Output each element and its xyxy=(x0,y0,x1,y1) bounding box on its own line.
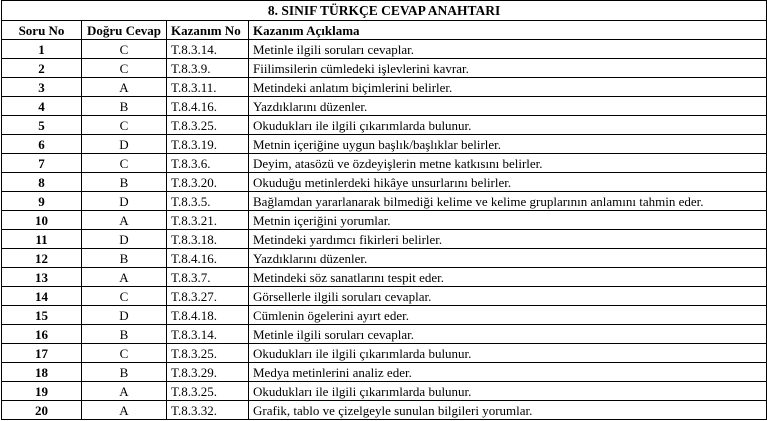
outcome-description-cell: Yazdıklarını düzenler. xyxy=(249,97,767,116)
header-correct-answer: Doğru Cevap xyxy=(82,21,167,40)
outcome-code-cell: T.8.3.25. xyxy=(167,382,249,401)
correct-answer-cell: C xyxy=(82,116,167,135)
question-number-cell: 15 xyxy=(2,306,82,325)
question-number-cell: 14 xyxy=(2,287,82,306)
outcome-code-cell: T.8.3.32. xyxy=(167,401,249,420)
outcome-description-cell: Medya metinlerini analiz eder. xyxy=(249,363,767,382)
outcome-description-cell: Okuduğu metinlerdeki hikâye unsurlarını belirler. xyxy=(249,173,767,192)
outcome-description-cell: Bağlamdan yararlanarak bilmediği kelime ve kelime gruplarının anlamını tahmin eder. xyxy=(249,192,767,211)
table-row xyxy=(2,306,767,325)
outcome-code-cell: T.8.3.9. xyxy=(167,59,249,78)
outcome-description-cell: Grafik, tablo ve çizelgeyle sunulan bilgileri yorumlar. xyxy=(249,401,767,420)
outcome-code-cell: T.8.3.20. xyxy=(167,173,249,192)
outcome-description-cell: Metindeki söz sanatlarını tespit eder. xyxy=(249,268,767,287)
outcome-description-cell: Deyim, atasözü ve özdeyişlerin metne katkısını belirler. xyxy=(249,154,767,173)
table-row xyxy=(2,268,767,287)
outcome-code-cell: T.8.4.16. xyxy=(167,97,249,116)
outcome-code-cell: T.8.3.19. xyxy=(167,135,249,154)
table-row xyxy=(2,40,767,59)
outcome-description-cell: Metinle ilgili soruları cevaplar. xyxy=(249,325,767,344)
outcome-code-cell: T.8.3.14. xyxy=(167,325,249,344)
table-row xyxy=(2,325,767,344)
correct-answer-cell: B xyxy=(82,363,167,382)
question-number-cell: 19 xyxy=(2,382,82,401)
correct-answer-cell: A xyxy=(82,382,167,401)
table-row xyxy=(2,78,767,97)
outcome-description-cell: Metindeki anlatım biçimlerini belirler. xyxy=(249,78,767,97)
correct-answer-cell: A xyxy=(82,268,167,287)
outcome-code-cell: T.8.3.5. xyxy=(167,192,249,211)
outcome-code-cell: T.8.3.25. xyxy=(167,344,249,363)
question-number-cell: 17 xyxy=(2,344,82,363)
outcome-description-cell: Metinle ilgili soruları cevaplar. xyxy=(249,40,767,59)
table-row xyxy=(2,230,767,249)
outcome-description-cell: Metnin içeriğini yorumlar. xyxy=(249,211,767,230)
header-outcome-description: Kazanım Açıklama xyxy=(249,21,767,40)
outcome-description-cell: Okudukları ile ilgili çıkarımlarda bulunur. xyxy=(249,344,767,363)
question-number-cell: 16 xyxy=(2,325,82,344)
outcome-code-cell: T.8.3.29. xyxy=(167,363,249,382)
correct-answer-cell: D xyxy=(82,135,167,154)
correct-answer-cell: D xyxy=(82,306,167,325)
correct-answer-cell: D xyxy=(82,230,167,249)
table-row xyxy=(2,173,767,192)
table-row xyxy=(2,287,767,306)
table-row xyxy=(2,97,767,116)
outcome-description-cell: Okudukları ile ilgili çıkarımlarda bulunur. xyxy=(249,116,767,135)
outcome-code-cell: T.8.3.18. xyxy=(167,230,249,249)
correct-answer-cell: C xyxy=(82,287,167,306)
outcome-description-cell: Metnin içeriğine uygun başlık/başlıklar belirler. xyxy=(249,135,767,154)
outcome-code-cell: T.8.3.6. xyxy=(167,154,249,173)
outcome-description-cell: Görsellerle ilgili soruları cevaplar. xyxy=(249,287,767,306)
table-title: 8. SINIF TÜRKÇE CEVAP ANAHTARI xyxy=(2,1,767,21)
outcome-description-cell: Cümlenin ögelerini ayırt eder. xyxy=(249,306,767,325)
question-number-cell: 7 xyxy=(2,154,82,173)
table-row xyxy=(2,59,767,78)
title-row xyxy=(2,1,767,21)
correct-answer-cell: B xyxy=(82,97,167,116)
correct-answer-cell: A xyxy=(82,78,167,97)
correct-answer-cell: A xyxy=(82,211,167,230)
table-row xyxy=(2,135,767,154)
table-row xyxy=(2,401,767,420)
question-number-cell: 20 xyxy=(2,401,82,420)
table-row xyxy=(2,363,767,382)
outcome-description-cell: Metindeki yardımcı fikirleri belirler. xyxy=(249,230,767,249)
table-row xyxy=(2,211,767,230)
correct-answer-cell: D xyxy=(82,192,167,211)
table-row xyxy=(2,192,767,211)
correct-answer-cell: B xyxy=(82,325,167,344)
table-row xyxy=(2,344,767,363)
question-number-cell: 1 xyxy=(2,40,82,59)
table-row xyxy=(2,116,767,135)
answer-key-body xyxy=(2,1,767,420)
question-number-cell: 3 xyxy=(2,78,82,97)
outcome-description-cell: Fiilimsilerin cümledeki işlevlerini kavrar. xyxy=(249,59,767,78)
outcome-description-cell: Yazdıklarını düzenler. xyxy=(249,249,767,268)
question-number-cell: 12 xyxy=(2,249,82,268)
table-row xyxy=(2,154,767,173)
outcome-code-cell: T.8.3.7. xyxy=(167,268,249,287)
correct-answer-cell: C xyxy=(82,40,167,59)
header-row xyxy=(2,21,767,40)
outcome-description-cell: Okudukları ile ilgili çıkarımlarda bulunur. xyxy=(249,382,767,401)
question-number-cell: 5 xyxy=(2,116,82,135)
correct-answer-cell: C xyxy=(82,344,167,363)
answer-key-table xyxy=(1,0,767,420)
question-number-cell: 2 xyxy=(2,59,82,78)
outcome-code-cell: T.8.3.25. xyxy=(167,116,249,135)
correct-answer-cell: C xyxy=(82,154,167,173)
question-number-cell: 6 xyxy=(2,135,82,154)
header-question-no: Soru No xyxy=(2,21,82,40)
question-number-cell: 13 xyxy=(2,268,82,287)
outcome-code-cell: T.8.3.14. xyxy=(167,40,249,59)
question-number-cell: 9 xyxy=(2,192,82,211)
question-number-cell: 18 xyxy=(2,363,82,382)
outcome-code-cell: T.8.3.27. xyxy=(167,287,249,306)
outcome-code-cell: T.8.3.21. xyxy=(167,211,249,230)
outcome-code-cell: T.8.4.18. xyxy=(167,306,249,325)
outcome-code-cell: T.8.3.11. xyxy=(167,78,249,97)
outcome-code-cell: T.8.4.16. xyxy=(167,249,249,268)
correct-answer-cell: C xyxy=(82,59,167,78)
correct-answer-cell: B xyxy=(82,249,167,268)
question-number-cell: 11 xyxy=(2,230,82,249)
header-outcome-no: Kazanım No xyxy=(167,21,249,40)
correct-answer-cell: A xyxy=(82,401,167,420)
table-row xyxy=(2,382,767,401)
question-number-cell: 10 xyxy=(2,211,82,230)
correct-answer-cell: B xyxy=(82,173,167,192)
table-row xyxy=(2,249,767,268)
question-number-cell: 4 xyxy=(2,97,82,116)
question-number-cell: 8 xyxy=(2,173,82,192)
